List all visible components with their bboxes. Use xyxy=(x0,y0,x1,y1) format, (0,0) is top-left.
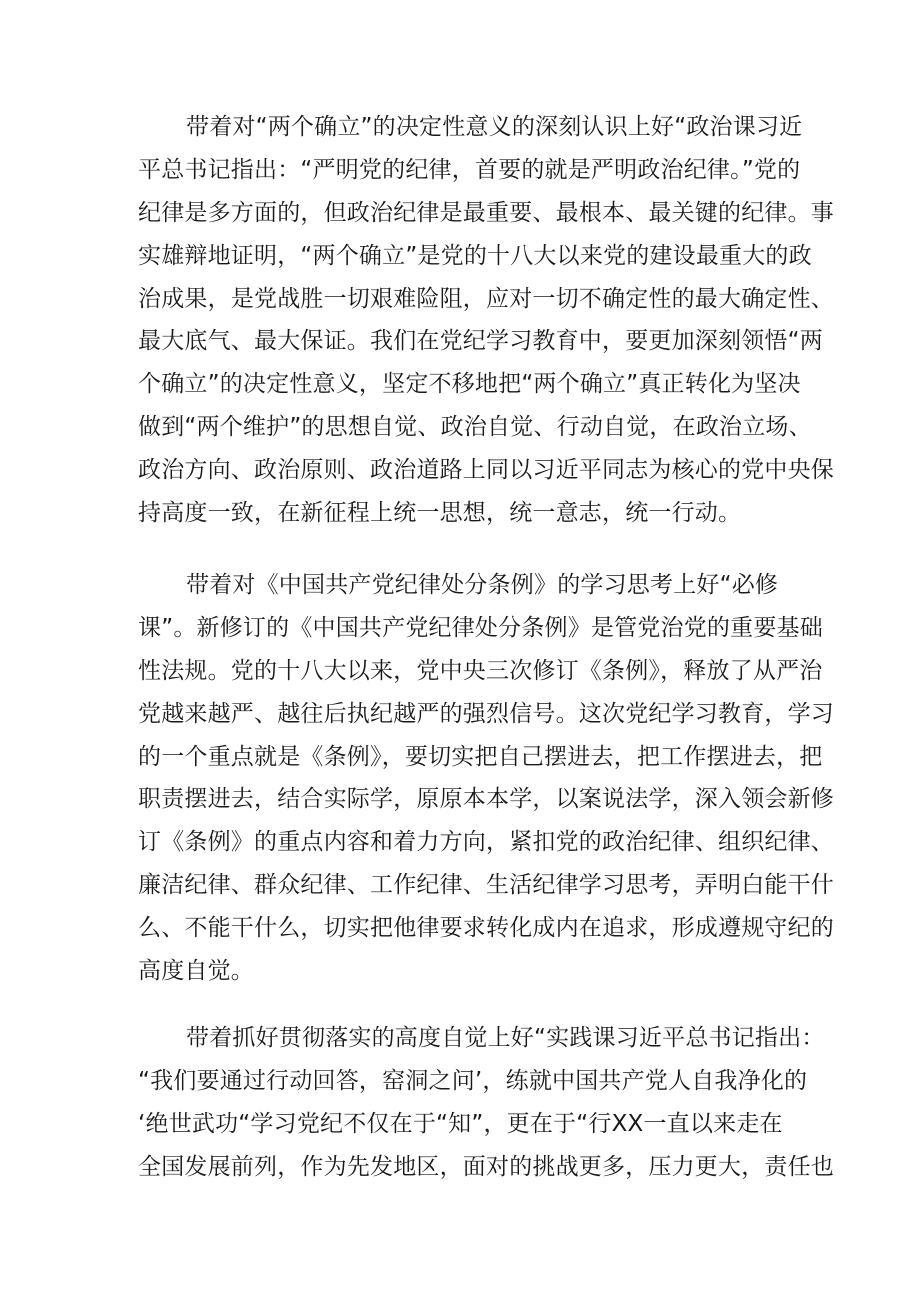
text-line: 么、不能干什么，切实把他律要求转化成内在追求，形成遵规守纪的 xyxy=(138,915,834,942)
text-line: 实雄辩地证明，“两个确立”是党的十八大以来党的建设最重大的政 xyxy=(138,242,812,269)
text-line: 持高度一致，在新征程上统一思想，统一意志，统一行动。 xyxy=(138,500,742,527)
text-line: 最大底气、最大保证。我们在党纪学习教育中，要更加深刻领悟“两 xyxy=(138,328,823,355)
text-line: 全国发展前列，作为先发地区，面对的挑战更多，压力更大，责任也 xyxy=(138,1153,834,1180)
text-line: 治成果，是党战胜一切艰难险阻，应对一切不确定性的最大确定性、 xyxy=(138,285,834,312)
text-line: 政治方向、政治原则、政治道路上同以习近平同志为核心的党中央保 xyxy=(138,457,834,484)
text-line: 的一个重点就是《条例》，要切实把自己摆进去，把工作摆进去，把 xyxy=(138,743,823,770)
text-line: 带着对“两个确立”的决定性意义的深刻认识上好“政治课习近 xyxy=(186,114,803,140)
text-line: 做到“两个维护”的思想自觉、政治自觉、行动自觉，在政治立场、 xyxy=(138,414,812,441)
text-line: 课”。新修订的《中国共产党纪律处分条例》是管党治党的重要基础 xyxy=(138,614,823,641)
text-line: 订《条例》的重点内容和着力方向，紧扣党的政治纪律、组织纪律、 xyxy=(138,829,834,856)
text-line: 带着抓好贯彻落实的高度自觉上好“实践课习近平总书记指出： xyxy=(186,1025,825,1051)
text-line: ‘绝世武功“学习党纪不仅在于“知”，更在于“行XX一直以来走在 xyxy=(138,1110,783,1137)
text-line: “我们要通过行动回答，窑洞之问’，练就中国共产党人自我净化的 xyxy=(138,1067,808,1094)
text-line: 党越来越严、越往后执纪越严的强烈信号。这次党纪学习教育，学习 xyxy=(138,700,834,727)
text-line: 廉洁纪律、群众纪律、工作纪律、生活纪律学习思考，弄明白能干什 xyxy=(138,872,834,899)
paragraph-3 xyxy=(138,1017,834,1189)
text-line: 职责摆进去，结合实际学，原原本本学，以案说法学，深入领会新修 xyxy=(138,786,834,813)
paragraph-1 xyxy=(138,106,834,535)
text-line: 纪律是多方面的，但政治纪律是最重要、最根本、最关键的纪律。事 xyxy=(138,199,834,226)
text-line: 平总书记指出：“严明党的纪律，首要的就是严明政治纪律。”党的 xyxy=(138,156,801,183)
text-line: 个确立”的决定性意义，坚定不移地把“两个确立”真正转化为坚决 xyxy=(138,371,801,398)
text-line: 带着对《中国共产党纪律处分条例》的学习思考上好“必修 xyxy=(186,572,779,598)
text-line: 高度自觉。 xyxy=(138,958,254,985)
paragraph-2 xyxy=(138,564,834,993)
text-line: 性法规。党的十八大以来，党中央三次修订《条例》，释放了从严治 xyxy=(138,657,823,684)
